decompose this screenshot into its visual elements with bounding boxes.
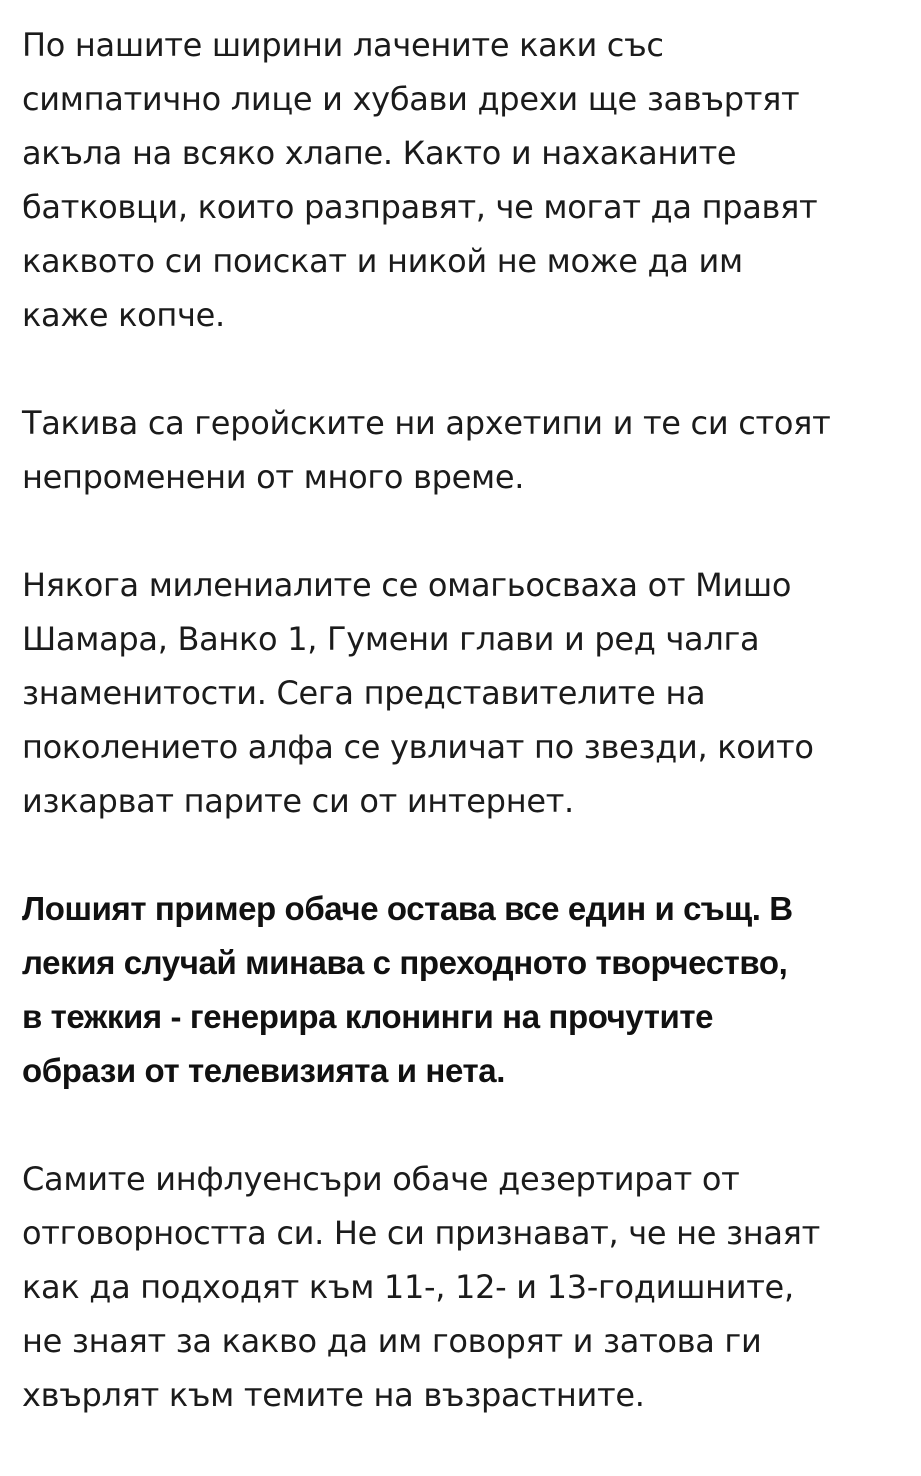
paragraph-4-bold: Лошият пример обаче остава все един и същ. В лекия случай минава с преходното творчество, в тежкия - генерира клонинги на прочутите образи от телевизията и нета. [22, 890, 793, 1089]
article-body [22, 18, 902, 1476]
paragraph-5: Самите инфлуенсъри обаче дезертират от отговорността си. Не си признават, че не знаят как да подходят към 11-, 12- и 13-годишните, не знаят за какво да им говорят и затова ги хвърлят към темите на възрастните. [22, 1160, 820, 1414]
paragraph-3: Някога милениалите се омагьосваха от Мишо Шамара, Ванко 1, Гумени глави и ред чалга знаменитости. Сега представителите на поколението алфа се увличат по звезди, които изкарват парите си от интернет. [22, 566, 814, 820]
paragraph-2: Такива са геройските ни архетипи и те си стоят непроменени от много време. [22, 404, 831, 496]
paragraph-1: По нашите ширини лачените каки със симпатично лице и хубави дрехи ще завъртят акъла на всяко хлапе. Както и нахаканите батковци, които разправят, че могат да правят каквото си поискат и никой не може да им каже копче. [22, 26, 818, 334]
